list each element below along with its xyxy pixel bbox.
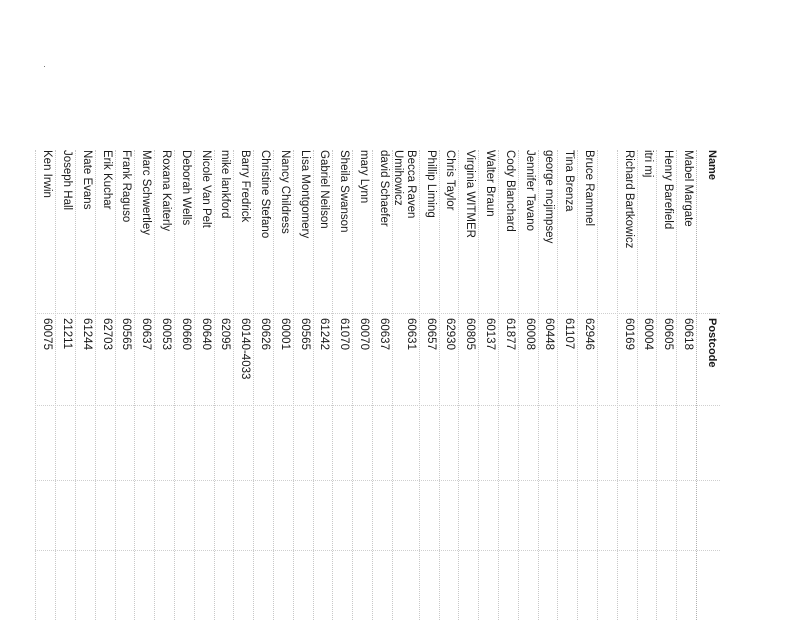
name-cell: Gabriel Neilson — [318, 150, 331, 229]
name-cell: Nate Evans — [80, 150, 93, 210]
name-cell: Cody Blanchard — [503, 150, 516, 232]
name-cell: Nancy Childress — [278, 150, 291, 234]
postcode-cell: 60004 — [642, 318, 655, 350]
postcode-cell: 60640 — [199, 318, 212, 350]
name-cell: Chris Taylor — [444, 150, 457, 211]
postcode-cell: 61070 — [338, 318, 351, 350]
postcode-cell: 61877 — [503, 318, 516, 350]
postcode-cell: 60631 — [404, 318, 417, 350]
name-cell: Frank Raguso — [120, 150, 133, 223]
name-cell — [615, 150, 617, 318]
name-cell: Ken Irwin — [41, 150, 54, 198]
postcode-cell: 60169 — [622, 318, 635, 350]
postcode-cell: 60008 — [523, 318, 536, 350]
postcode-cell: 60618 — [682, 318, 694, 350]
postcode-cell: 60605 — [662, 318, 675, 350]
name-cell: Henry Barefield — [662, 150, 675, 230]
postcode-cell: 60001 — [278, 318, 291, 350]
postcode-cell: 60565 — [298, 318, 311, 350]
name-cell: Phillip Liming — [424, 150, 437, 218]
postcode-cell: 60626 — [259, 318, 272, 350]
column-divider — [36, 313, 721, 314]
name-cell: mike lankford — [219, 150, 232, 219]
name-cell: david Schaefer — [377, 150, 390, 227]
name-cell: Walter Braun — [484, 150, 497, 217]
postcode-cell: 62095 — [219, 318, 232, 350]
postcode-cell: 60637 — [140, 318, 153, 350]
postcode-cell: 61242 — [318, 318, 331, 350]
postcode-cell: 61107 — [563, 318, 576, 350]
name-cell: Sheila Swanson — [338, 150, 351, 233]
postcode-cell: 60805 — [464, 318, 477, 350]
postcode-cell: 60657 — [424, 318, 437, 350]
column-divider — [36, 480, 721, 481]
name-cell: Bruce Rammel — [583, 150, 596, 227]
name-cell: Roxana Kaiterly — [160, 150, 173, 232]
name-cell: Barry Fredrick — [239, 150, 252, 223]
postcode-cell: 62703 — [100, 318, 113, 350]
name-cell: Lisa Montgomery — [298, 150, 311, 239]
column-divider — [36, 550, 721, 551]
postcode-cell — [615, 318, 617, 408]
scan-speck — [44, 66, 45, 67]
postcode-cell: 61244 — [80, 318, 93, 350]
postcode-cell: 60660 — [179, 318, 192, 350]
name-cell: Mabel Margate — [682, 150, 694, 227]
name-cell: Christine Stefano — [259, 150, 272, 239]
contacts-table — [36, 150, 721, 620]
postcode-cell: 62946 — [583, 318, 596, 350]
postcode-cell: 62930 — [444, 318, 457, 350]
postcode-cell: 60140-4033 — [239, 318, 252, 380]
name-cell: Marc Schwertley — [140, 150, 153, 235]
postcode-cell: 60075 — [41, 318, 54, 350]
name-cell: mary Lynn — [358, 150, 371, 204]
name-cell: george mcjimpsey — [543, 150, 556, 244]
header-name: Name — [706, 150, 718, 180]
name-cell: Nicole Van Pelt — [199, 150, 212, 228]
name-cell: Joseph Hall — [61, 150, 74, 211]
name-cell: Richard Bartkowicz — [622, 150, 635, 249]
postcode-cell: 60565 — [120, 318, 133, 350]
header-postcode: Postcode — [706, 318, 718, 368]
name-cell: Tina Brenza — [563, 150, 576, 212]
name-cell: Jennifer Tavano — [523, 150, 536, 231]
postcode-cell: 60448 — [543, 318, 556, 350]
postcode-cell: 60637 — [377, 318, 390, 350]
postcode-cell: 60053 — [160, 318, 173, 350]
name-cell: Erik Kuchar — [100, 150, 113, 210]
postcode-cell: 60070 — [358, 318, 371, 350]
name-cell: Virginia WITMER — [464, 150, 477, 238]
postcode-cell: 21211 — [61, 318, 74, 350]
postcode-cell: 60137 — [484, 318, 497, 350]
column-divider — [36, 405, 721, 406]
name-cell: Deborah Wells — [179, 150, 192, 226]
name-cell: itri mj — [642, 150, 655, 178]
name-cell: Becca Raven Umihowicz — [391, 150, 417, 219]
